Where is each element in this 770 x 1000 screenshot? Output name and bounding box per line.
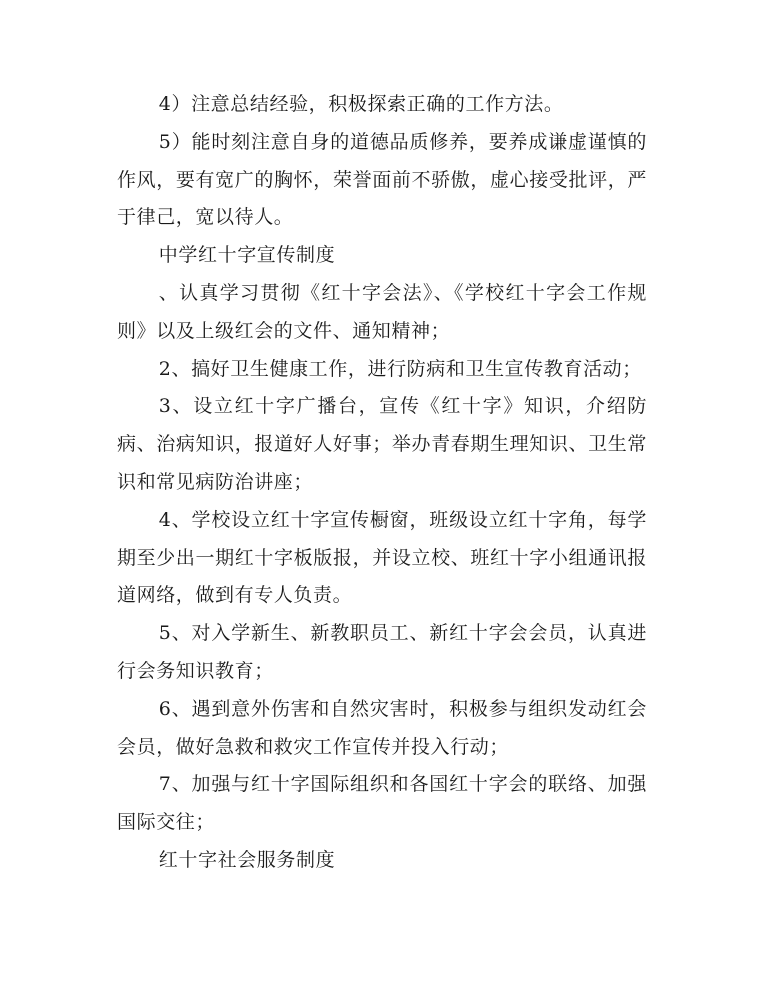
section-heading-service-system: 红十字社会服务制度: [158, 848, 336, 871]
section-heading-publicity-system: 中学红十字宣传制度: [158, 244, 336, 267]
paragraph-item-5: 5、对入学新生、新教职员工、新红十字会会员，认真进行会务知识教育；: [117, 622, 647, 682]
paragraph-item-7: 7、加强与红十字国际组织和各国红十字会的联络、加强国际交往；: [117, 773, 647, 834]
paragraph-item-4: 4、学校设立红十字宣传橱窗，班级设立红十字角，每学期至少出一期红十字板版报，并设立校、班红十字小组通讯报道网络，做到有专人负责。: [117, 508, 647, 607]
paragraph-summary-experience: 4）注意总结经验，积极探索正确的工作方法。: [158, 93, 564, 115]
paragraph-item-1: 、认真学习贯彻《红十字会法》、《学校红十字会工作规则》以及上级红会的文件、通知精神；: [117, 281, 647, 342]
paragraph-moral-cultivation: 5）能时刻注意自身的道德品质修养，要养成谦虚谨慎的作风，要有宽广的胸怀，荣誉面前不骄傲，虚心接受批评，严于律己，宽以待人。: [117, 130, 647, 229]
paragraph-item-6: 6、遇到意外伤害和自然灾害时，积极参与组织发动红会会员，做好急救和救灾工作宣传并投入行动；: [117, 697, 647, 758]
paragraph-item-3: 3、设立红十字广播台，宣传《红十字》知识，介绍防病、治病知识，报道好人好事；举办青春期生理知识、卫生常识和常见病防治讲座；: [117, 395, 647, 493]
paragraph-item-2: 2、搞好卫生健康工作，进行防病和卫生宣传教育活动；: [158, 357, 642, 380]
document-body: [117, 86, 647, 880]
